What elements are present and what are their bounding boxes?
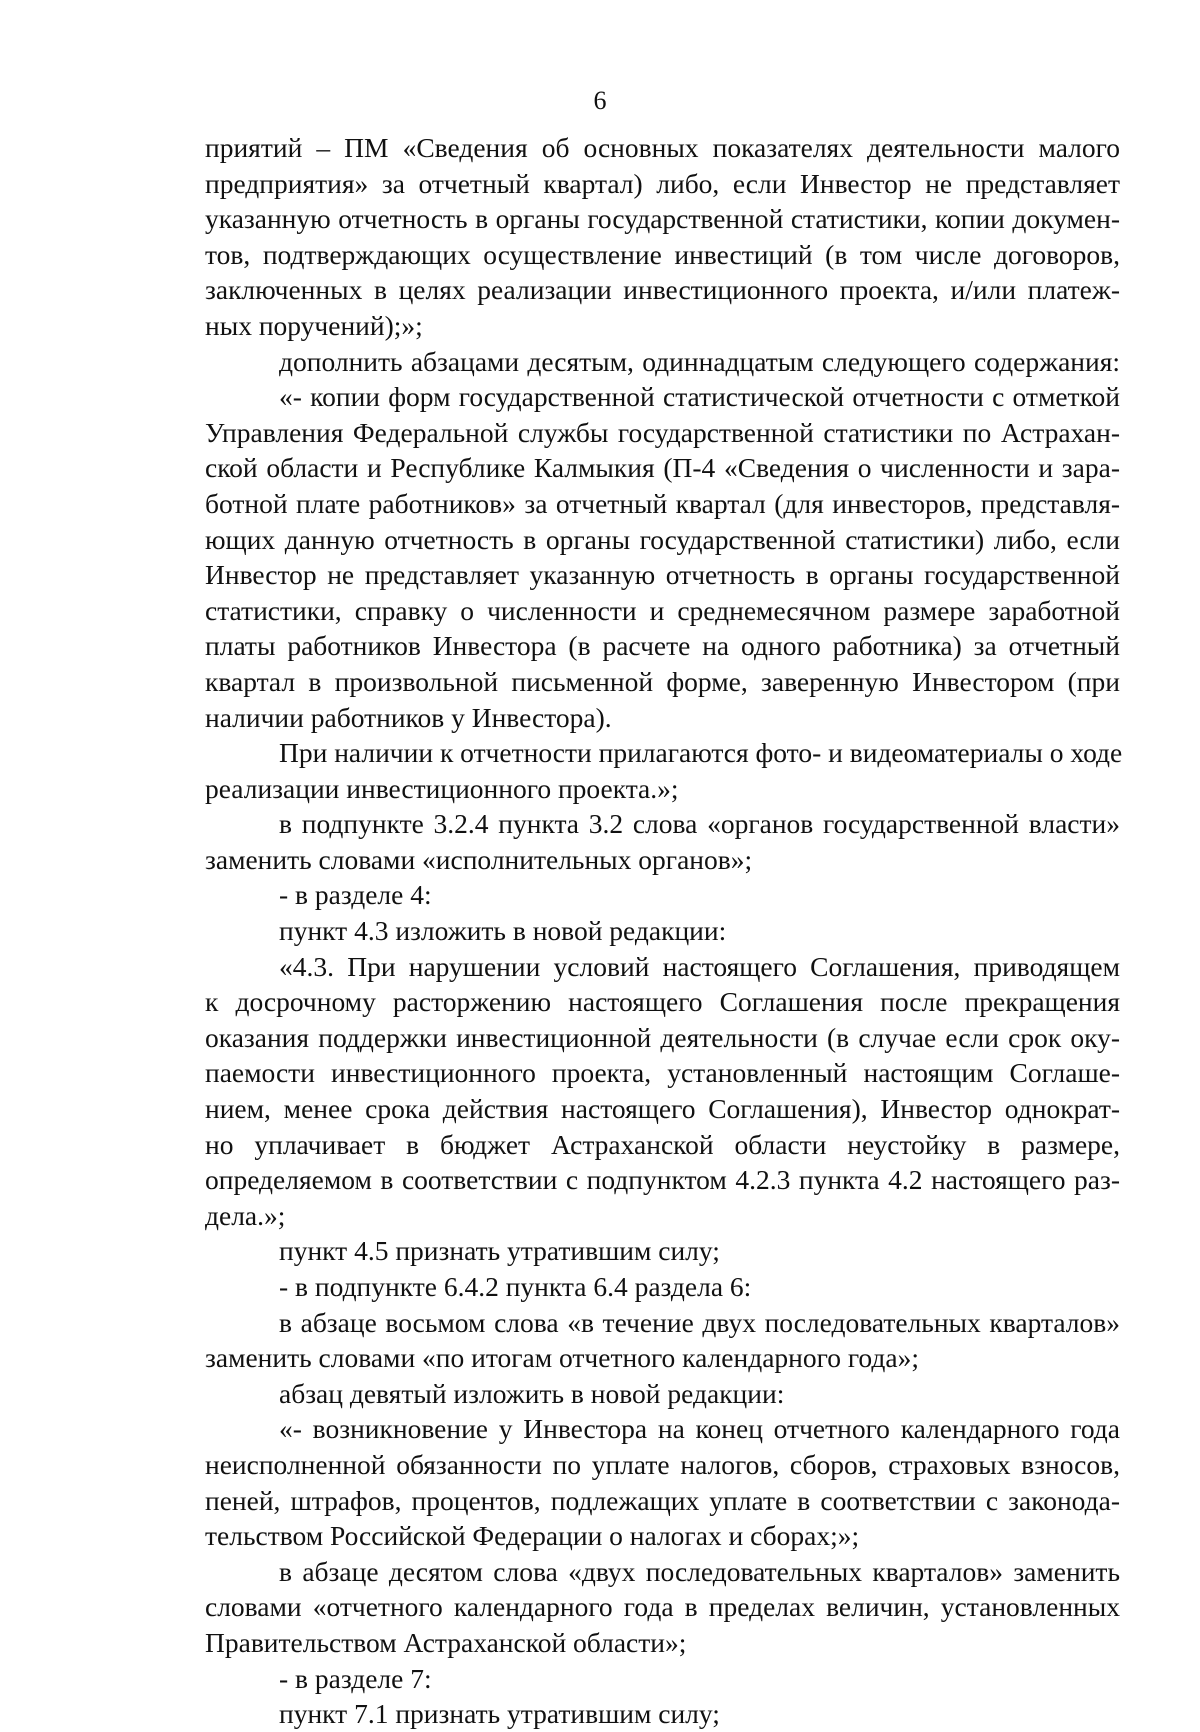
text-line: заменить словами «исполнительных органов»; xyxy=(205,843,753,875)
text-line: Управления Федеральной службы государственной статистики по Астрахан- xyxy=(205,416,1120,448)
text-line: в подпункте 3.2.4 пункта 3.2 слова «органов государственной власти» xyxy=(279,808,1120,840)
text-line: ных поручений);»; xyxy=(205,309,423,341)
text-line: «- возникновение у Инвестора на конец отчетного календарного года xyxy=(279,1413,1120,1445)
text-line: - в разделе 7: xyxy=(279,1662,432,1694)
text-line: - в разделе 4: xyxy=(279,879,432,911)
text-line: пункт 4.5 признать утратившим силу; xyxy=(279,1235,720,1267)
text-line: При наличии к отчетности прилагаются фото- и видеоматериалы о ходе xyxy=(279,737,1123,769)
text-line: в абзаце восьмом слова «в течение двух последовательных кварталов» xyxy=(279,1306,1120,1338)
text-line: Правительством Астраханской области»; xyxy=(205,1626,687,1658)
text-line: заключенных в целях реализации инвестиционного проекта, и/или платеж- xyxy=(205,274,1120,306)
text-line: квартал в произвольной письменной форме, заверенную Инвестором (при xyxy=(205,665,1120,697)
text-line: к досрочному расторжению настоящего Соглашения после прекращения xyxy=(205,986,1120,1018)
text-line: предприятия» за отчетный квартал) либо, если Инвестор не представляет xyxy=(205,167,1120,199)
text-line: ской области и Республике Калмыкия (П-4 «Сведения о численности и зара- xyxy=(205,452,1120,484)
text-line: паемости инвестиционного проекта, установленный настоящим Соглаше- xyxy=(205,1057,1120,1089)
text-line: платы работников Инвестора (в расчете на одного работника) за отчетный xyxy=(205,630,1120,662)
text-line: дополнить абзацами десятым, одиннадцатым следующего содержания: xyxy=(279,345,1120,377)
text-line: «4.3. При нарушении условий настоящего Соглашения, приводящем xyxy=(279,950,1120,982)
text-line: в абзаце десятом слова «двух последовательных кварталов» заменить xyxy=(279,1555,1120,1587)
text-line: абзац девятый изложить в новой редакции: xyxy=(279,1377,785,1409)
text-line: пеней, штрафов, процентов, подлежащих уплате в соответствии с законода- xyxy=(205,1484,1120,1516)
text-line: Инвестор не представляет указанную отчетность в органы государственной xyxy=(205,559,1120,591)
text-line: нием, менее срока действия настоящего Соглашения), Инвестор однократ- xyxy=(205,1093,1120,1125)
text-line: словами «отчетного календарного года в пределах величин, установленных xyxy=(205,1591,1120,1623)
text-line: указанную отчетность в органы государственной статистики, копии докумен- xyxy=(205,203,1120,235)
text-line: наличии работников у Инвестора). xyxy=(205,701,612,733)
text-line: «- копии форм государственной статистической отчетности с отметкой xyxy=(279,381,1120,413)
text-line: оказания поддержки инвестиционной деятельности (в случае если срок оку- xyxy=(205,1021,1120,1053)
text-line: реализации инвестиционного проекта.»; xyxy=(205,772,679,804)
text-line: тов, подтверждающих осуществление инвестиций (в том числе договоров, xyxy=(205,238,1120,270)
text-line: ботной плате работников» за отчетный квартал (для инвесторов, представля- xyxy=(205,487,1120,519)
text-line: ющих данную отчетность в органы государственной статистики) либо, если xyxy=(205,523,1120,555)
text-line: тельством Российской Федерации о налогах и сборах;»; xyxy=(205,1520,860,1552)
text-line: заменить словами «по итогам отчетного календарного года»; xyxy=(205,1342,919,1374)
text-line: пункт 4.3 изложить в новой редакции: xyxy=(279,915,727,947)
text-line: неисполненной обязанности по уплате налогов, сборов, страховых взносов, xyxy=(205,1448,1120,1480)
text-line: пункт 7.1 признать утратившим силу; xyxy=(279,1698,720,1730)
text-line: статистики, справку о численности и среднемесячном размере заработной xyxy=(205,594,1120,626)
text-line: - в подпункте 6.4.2 пункта 6.4 раздела 6: xyxy=(279,1271,752,1302)
page-number: 6 xyxy=(593,86,607,115)
document-body xyxy=(205,130,1123,1732)
text-line: дела.»; xyxy=(205,1199,286,1231)
text-line: но уплачивает в бюджет Астраханской области неустойку в размере, xyxy=(205,1128,1120,1160)
text-line: приятий – ПМ «Сведения об основных показателях деятельности малого xyxy=(205,132,1120,163)
text-line: определяемом в соответствии с подпунктом 4.2.3 пункта 4.2 настоящего раз- xyxy=(205,1164,1120,1196)
